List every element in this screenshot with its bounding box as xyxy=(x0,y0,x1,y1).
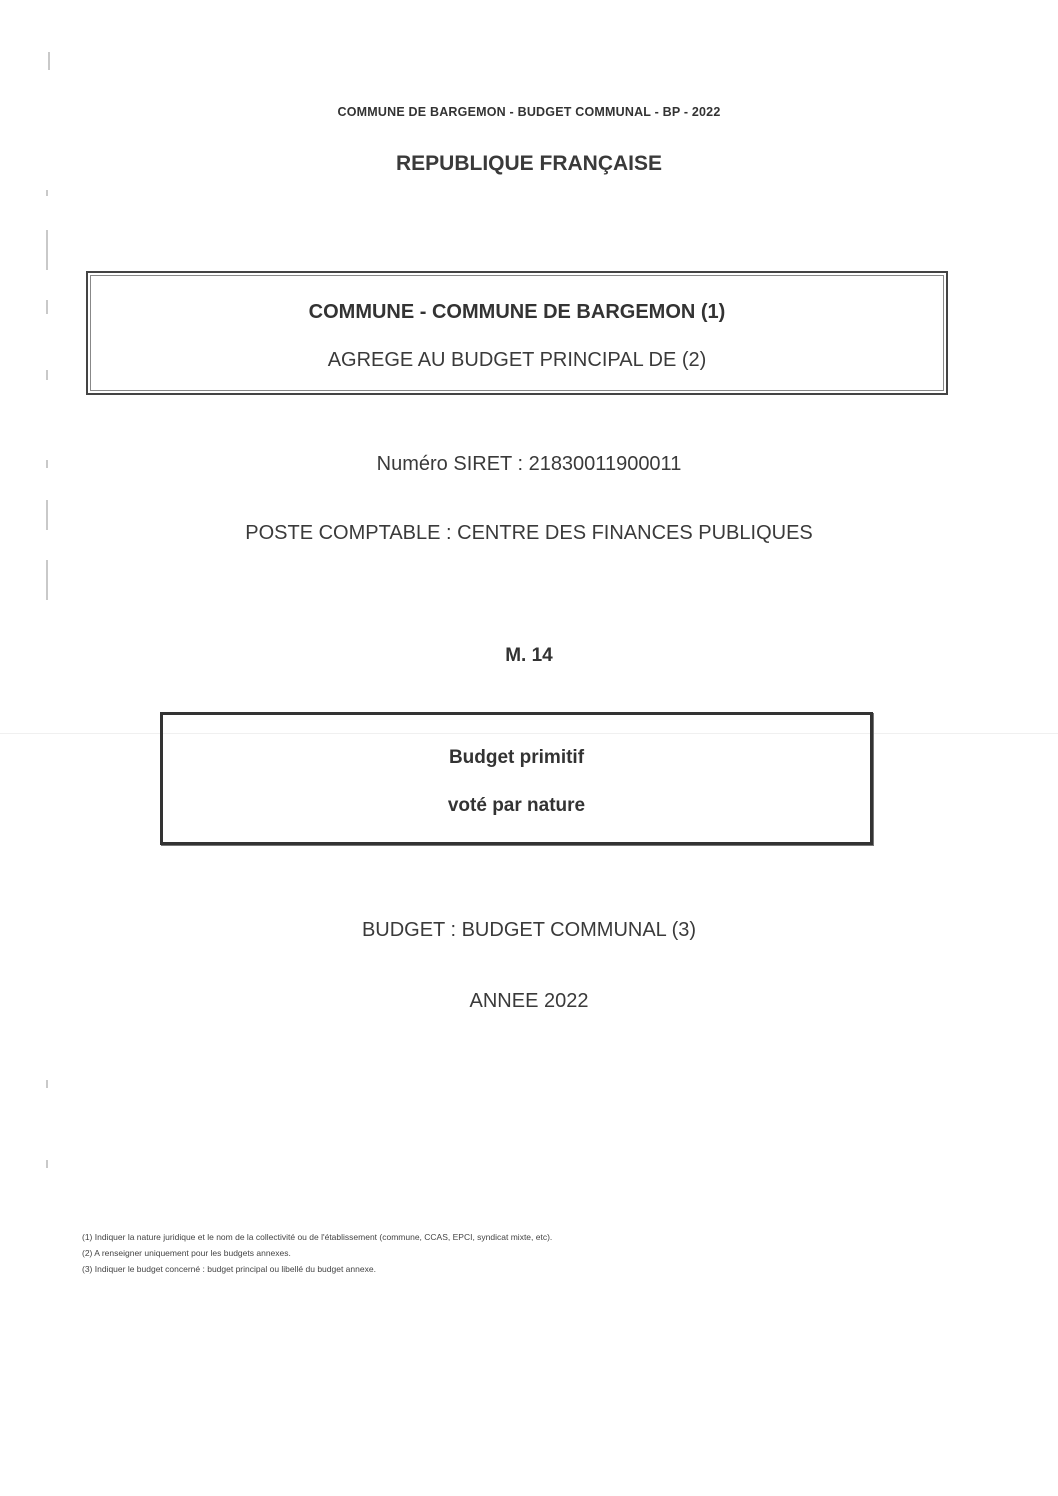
budget-type: Budget primitif xyxy=(448,747,585,768)
footnote-3: (3) Indiquer le budget concerné : budget principal ou libellé du budget annexe. xyxy=(82,1264,376,1274)
nomenclature-label: M. 14 xyxy=(505,645,553,666)
commune-name: COMMUNE - COMMUNE DE BARGEMON (1) xyxy=(308,301,726,323)
document-header-line: COMMUNE DE BARGEMON - BUDGET COMMUNAL - BP - 2022 xyxy=(337,105,721,119)
footnote-2: (2) A renseigner uniquement pour les budgets annexes. xyxy=(82,1248,291,1258)
footnote-1: (1) Indiquer la nature juridique et le nom de la collectivité ou de l'établissement (commune, CCAS, EPCI, syndicat mixte, etc). xyxy=(82,1232,553,1242)
footnotes xyxy=(82,1229,552,1277)
budget-name: BUDGET : BUDGET COMMUNAL (3) xyxy=(361,919,697,941)
scan-margin-marks xyxy=(38,40,54,1440)
siret-number: Numéro SIRET : 21830011900011 xyxy=(376,453,682,475)
budget-year: ANNEE 2022 xyxy=(469,990,589,1012)
republique-heading: REPUBLIQUE FRANÇAISE xyxy=(395,152,663,175)
poste-comptable: POSTE COMPTABLE : CENTRE DES FINANCES PUBLIQUES xyxy=(245,522,813,544)
budget-vote-mode: voté par nature xyxy=(447,795,586,816)
agrege-line: AGREGE AU BUDGET PRINCIPAL DE (2) xyxy=(327,349,707,371)
identity-box xyxy=(86,271,948,395)
budget-type-box xyxy=(160,712,873,845)
